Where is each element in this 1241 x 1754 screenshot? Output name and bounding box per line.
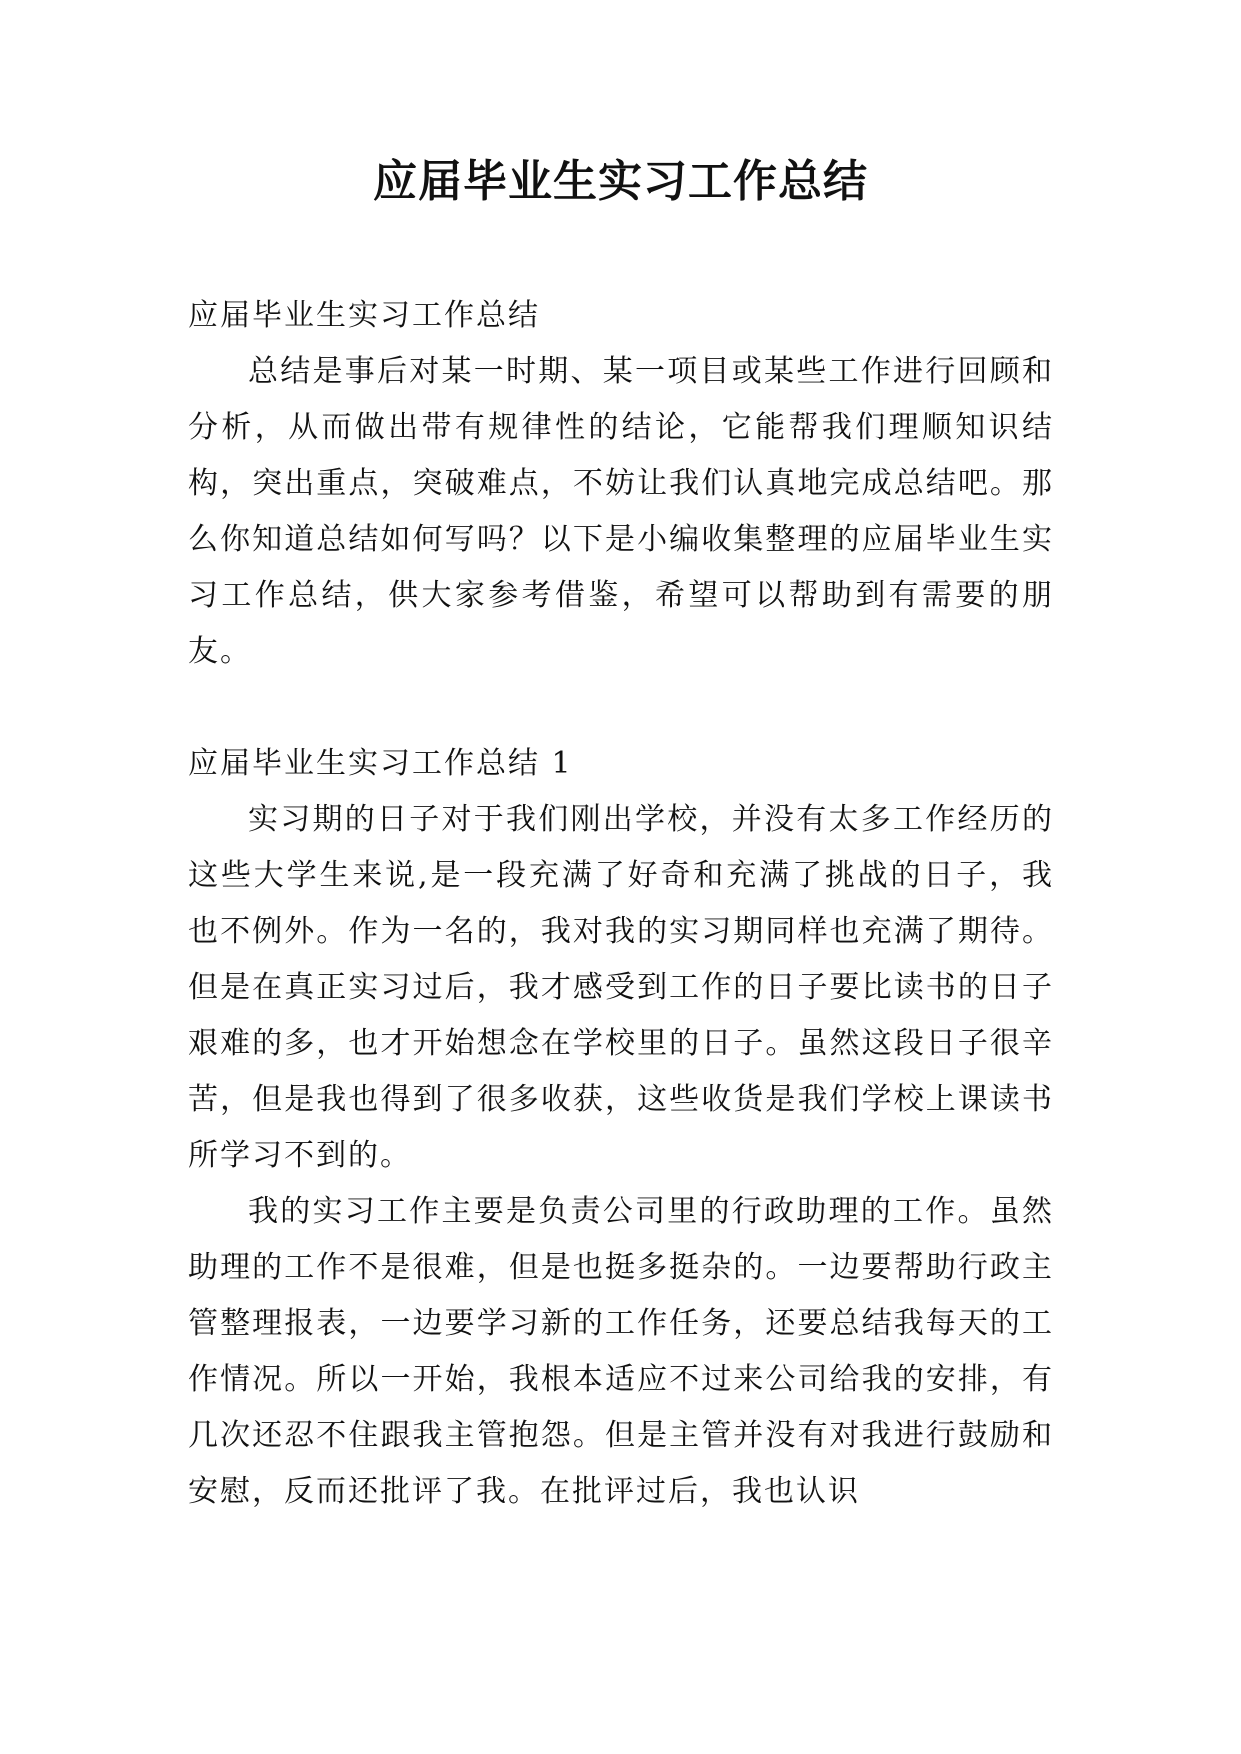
document-title: 应届毕业生实习工作总结 bbox=[373, 156, 868, 207]
intro-paragraph: 总结是事后对某一时期、某一项目或某些工作进行回顾和分析，从而做出带有规律性的结论，它能帮我们理顺知识结构，突出重点，突破难点，不妨让我们认真地完成总结吧。那么你知道总结如何写吗？以下是小编收集整理的应届毕业生实习工作总结，供大家参考借鉴，希望可以帮助到有需要的朋友。 bbox=[188, 354, 1054, 669]
paragraph-gap bbox=[188, 680, 1054, 736]
section-heading-1: 应届毕业生实习工作总结 1 bbox=[188, 746, 573, 781]
section1-paragraph-2: 我的实习工作主要是负责公司里的行政助理的工作。虽然助理的工作不是很难，但是也挺多挺杂的。一边要帮助行政主管整理报表，一边要学习新的工作任务，还要总结我每天的工作情况。所以一开始，我根本适应不过来公司给我的安排，有几次还忍不住跟我主管抱怨。但是主管并没有对我进行鼓励和安慰，反而还批评了我。在批评过后，我也认识 bbox=[188, 1194, 1054, 1509]
document-body bbox=[188, 288, 1054, 1520]
subtitle-line: 应届毕业生实习工作总结 bbox=[188, 298, 540, 333]
section1-paragraph-1: 实习期的日子对于我们刚出学校，并没有太多工作经历的这些大学生来说,是一段充满了好奇和充满了挑战的日子，我也不例外。作为一名的，我对我的实习期同样也充满了期待。但是在真正实习过后，我才感受到工作的日子要比读书的日子艰难的多，也才开始想念在学校里的日子。虽然这段日子很辛苦，但是我也得到了很多收获，这些收货是我们学校上课读书所学习不到的。 bbox=[188, 802, 1054, 1173]
